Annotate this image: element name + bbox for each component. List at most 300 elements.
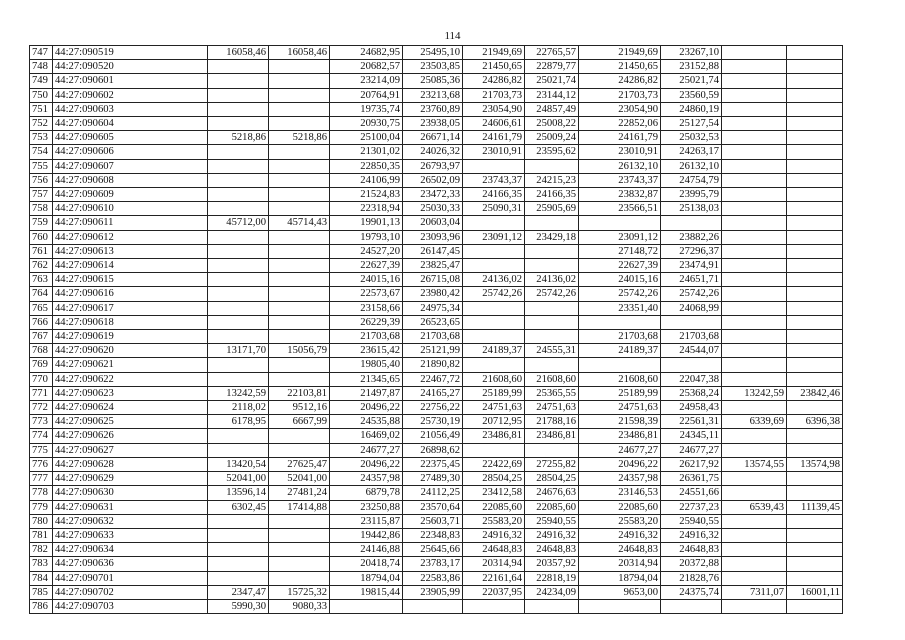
cell-value-7	[579, 216, 661, 230]
cell-value-2: 9080,33	[269, 599, 330, 613]
cell-value-6	[525, 259, 579, 273]
cell-value-4: 25645,66	[403, 543, 463, 557]
cell-row-number: 776	[30, 457, 53, 471]
cell-cadastral-number: 44:27:090628	[53, 457, 208, 471]
cell-row-number: 786	[30, 599, 53, 613]
cell-value-1: 6302,45	[208, 500, 269, 514]
cell-value-3: 24535,88	[330, 415, 403, 429]
cell-value-4: 23980,42	[403, 287, 463, 301]
cell-value-1: 45712,00	[208, 216, 269, 230]
cell-value-8: 25742,26	[661, 287, 722, 301]
cell-value-6: 25009,24	[525, 131, 579, 145]
cell-row-number: 775	[30, 443, 53, 457]
cell-value-9	[722, 287, 787, 301]
cell-value-4: 26502,09	[403, 173, 463, 187]
cell-value-2: 17414,88	[269, 500, 330, 514]
cell-value-8: 24916,32	[661, 528, 722, 542]
cell-value-4	[403, 599, 463, 613]
cell-value-5	[463, 443, 525, 457]
cell-value-9	[722, 330, 787, 344]
cell-cadastral-number: 44:27:090617	[53, 301, 208, 315]
cell-value-4: 24112,25	[403, 486, 463, 500]
cell-value-4: 25730,19	[403, 415, 463, 429]
cell-value-1	[208, 173, 269, 187]
cell-row-number: 768	[30, 344, 53, 358]
cell-value-10	[787, 145, 843, 159]
cell-value-2: 52041,00	[269, 472, 330, 486]
cell-value-10	[787, 159, 843, 173]
cell-value-9	[722, 315, 787, 329]
cell-value-1	[208, 557, 269, 571]
cell-value-3: 23158,66	[330, 301, 403, 315]
cell-value-7: 18794,04	[579, 571, 661, 585]
cell-value-8: 24958,43	[661, 401, 722, 415]
table-row	[30, 486, 843, 500]
table-row	[30, 202, 843, 216]
cell-value-1	[208, 188, 269, 202]
cell-value-2: 15056,79	[269, 344, 330, 358]
cell-value-4: 26523,65	[403, 315, 463, 329]
cell-value-5: 21949,69	[463, 46, 525, 60]
cell-value-8	[661, 599, 722, 613]
cell-value-7: 9653,00	[579, 585, 661, 599]
table-row	[30, 117, 843, 131]
table-row	[30, 330, 843, 344]
cell-value-3: 19442,86	[330, 528, 403, 542]
cell-value-4: 22348,83	[403, 528, 463, 542]
cell-value-9	[722, 372, 787, 386]
cell-value-3: 20764,91	[330, 88, 403, 102]
cell-value-8: 25032,53	[661, 131, 722, 145]
cell-cadastral-number: 44:27:090603	[53, 102, 208, 116]
cell-value-1: 5990,30	[208, 599, 269, 613]
cell-value-6: 23486,81	[525, 429, 579, 443]
cell-value-6: 24215,23	[525, 173, 579, 187]
cell-value-9: 6339,69	[722, 415, 787, 429]
cell-value-1	[208, 514, 269, 528]
cell-value-5: 25583,20	[463, 514, 525, 528]
cell-cadastral-number: 44:27:090612	[53, 230, 208, 244]
cell-value-2	[269, 145, 330, 159]
cell-value-6	[525, 244, 579, 258]
table-row	[30, 528, 843, 542]
cell-value-9	[722, 571, 787, 585]
cell-value-1	[208, 273, 269, 287]
cell-value-4: 24165,27	[403, 386, 463, 400]
cell-row-number: 755	[30, 159, 53, 173]
cell-value-3: 19735,74	[330, 102, 403, 116]
cell-value-1: 2118,02	[208, 401, 269, 415]
cell-value-8: 25138,03	[661, 202, 722, 216]
cell-value-7: 21450,65	[579, 60, 661, 74]
cell-value-1: 5218,86	[208, 131, 269, 145]
cell-value-3: 21524,83	[330, 188, 403, 202]
cell-value-3: 22318,94	[330, 202, 403, 216]
cell-row-number: 753	[30, 131, 53, 145]
cell-value-5: 22422,69	[463, 457, 525, 471]
cell-cadastral-number: 44:27:090519	[53, 46, 208, 60]
cell-value-8: 23474,91	[661, 259, 722, 273]
cell-value-4: 26793,97	[403, 159, 463, 173]
cell-value-5	[463, 216, 525, 230]
cell-value-3: 24015,16	[330, 273, 403, 287]
cell-value-6: 20357,92	[525, 557, 579, 571]
cell-value-4: 22375,45	[403, 457, 463, 471]
cell-value-5: 25742,26	[463, 287, 525, 301]
registry-table	[29, 45, 843, 614]
table-row	[30, 358, 843, 372]
cell-value-8: 23152,88	[661, 60, 722, 74]
cell-row-number: 748	[30, 60, 53, 74]
table-row	[30, 443, 843, 457]
cell-value-8: 21703,68	[661, 330, 722, 344]
cell-value-3: 19805,40	[330, 358, 403, 372]
cell-value-6: 25940,55	[525, 514, 579, 528]
registry-table-body	[30, 46, 843, 614]
cell-value-2	[269, 259, 330, 273]
cell-value-5: 21703,73	[463, 88, 525, 102]
cell-value-4: 26715,08	[403, 273, 463, 287]
cell-value-1	[208, 543, 269, 557]
cell-value-10: 16001,11	[787, 585, 843, 599]
cell-value-3	[330, 599, 403, 613]
cell-value-5: 23486,81	[463, 429, 525, 443]
cell-value-9	[722, 88, 787, 102]
cell-value-6	[525, 358, 579, 372]
cell-cadastral-number: 44:27:090604	[53, 117, 208, 131]
cell-value-7: 23351,40	[579, 301, 661, 315]
cell-value-6	[525, 599, 579, 613]
cell-value-9	[722, 216, 787, 230]
cell-value-7: 23566,51	[579, 202, 661, 216]
cell-row-number: 751	[30, 102, 53, 116]
cell-value-5	[463, 301, 525, 315]
cell-value-8: 24754,79	[661, 173, 722, 187]
table-row	[30, 500, 843, 514]
cell-value-7: 24161,79	[579, 131, 661, 145]
cell-cadastral-number: 44:27:090622	[53, 372, 208, 386]
table-row	[30, 46, 843, 60]
cell-cadastral-number: 44:27:090636	[53, 557, 208, 571]
cell-value-8: 25940,55	[661, 514, 722, 528]
cell-value-10	[787, 301, 843, 315]
cell-value-6: 27255,82	[525, 457, 579, 471]
cell-value-9	[722, 145, 787, 159]
table-row	[30, 60, 843, 74]
cell-value-6: 22765,57	[525, 46, 579, 60]
cell-value-2	[269, 102, 330, 116]
cell-value-8: 24551,66	[661, 486, 722, 500]
cell-value-5: 28504,25	[463, 472, 525, 486]
cell-value-6: 24648,83	[525, 543, 579, 557]
cell-value-3: 20930,75	[330, 117, 403, 131]
cell-row-number: 749	[30, 74, 53, 88]
cell-value-9	[722, 131, 787, 145]
cell-value-8: 23882,26	[661, 230, 722, 244]
cell-value-5: 20314,94	[463, 557, 525, 571]
cell-value-6: 22818,19	[525, 571, 579, 585]
cell-value-5: 24161,79	[463, 131, 525, 145]
cell-value-7	[579, 599, 661, 613]
cell-value-7: 23054,90	[579, 102, 661, 116]
cell-value-8: 24068,99	[661, 301, 722, 315]
cell-value-10	[787, 46, 843, 60]
cell-value-10	[787, 273, 843, 287]
cell-row-number: 774	[30, 429, 53, 443]
cell-row-number: 752	[30, 117, 53, 131]
cell-value-10	[787, 443, 843, 457]
cell-value-7: 22852,06	[579, 117, 661, 131]
cell-value-10	[787, 287, 843, 301]
cell-cadastral-number: 44:27:090607	[53, 159, 208, 173]
cell-value-6: 25008,22	[525, 117, 579, 131]
cell-value-10: 6396,38	[787, 415, 843, 429]
table-row	[30, 173, 843, 187]
cell-value-7	[579, 358, 661, 372]
cell-row-number: 781	[30, 528, 53, 542]
cell-value-1: 2347,47	[208, 585, 269, 599]
table-row	[30, 472, 843, 486]
cell-cadastral-number: 44:27:090602	[53, 88, 208, 102]
cell-value-8: 23995,79	[661, 188, 722, 202]
cell-value-8: 22561,31	[661, 415, 722, 429]
cell-value-10	[787, 528, 843, 542]
cell-value-1: 13242,59	[208, 386, 269, 400]
cell-value-4: 23093,96	[403, 230, 463, 244]
cell-value-10	[787, 117, 843, 131]
cell-value-1	[208, 202, 269, 216]
table-row	[30, 401, 843, 415]
cell-value-5: 24751,63	[463, 401, 525, 415]
cell-value-7: 23743,37	[579, 173, 661, 187]
cell-value-7: 22085,60	[579, 500, 661, 514]
table-row	[30, 273, 843, 287]
cell-value-6: 21788,16	[525, 415, 579, 429]
cell-value-8: 25021,74	[661, 74, 722, 88]
cell-value-7: 24189,37	[579, 344, 661, 358]
cell-value-2: 15725,32	[269, 585, 330, 599]
cell-value-3: 23115,87	[330, 514, 403, 528]
cell-value-7: 24015,16	[579, 273, 661, 287]
cell-value-3: 24106,99	[330, 173, 403, 187]
cell-value-10	[787, 244, 843, 258]
cell-value-5: 24189,37	[463, 344, 525, 358]
cell-value-5	[463, 358, 525, 372]
cell-value-7: 25189,99	[579, 386, 661, 400]
cell-value-3: 6879,78	[330, 486, 403, 500]
cell-row-number: 756	[30, 173, 53, 187]
cell-value-2: 16058,46	[269, 46, 330, 60]
cell-value-1	[208, 330, 269, 344]
page-number: 114	[444, 30, 461, 42]
cell-value-10	[787, 216, 843, 230]
cell-value-1	[208, 372, 269, 386]
cell-value-3: 26229,39	[330, 315, 403, 329]
cell-value-3: 19901,13	[330, 216, 403, 230]
cell-value-6: 24234,09	[525, 585, 579, 599]
cell-value-4: 20603,04	[403, 216, 463, 230]
table-row	[30, 230, 843, 244]
cell-value-4: 27489,30	[403, 472, 463, 486]
table-row	[30, 74, 843, 88]
cell-value-4: 24975,34	[403, 301, 463, 315]
cell-value-9	[722, 188, 787, 202]
cell-value-8: 26361,75	[661, 472, 722, 486]
cell-value-9	[722, 472, 787, 486]
cell-value-3: 24357,98	[330, 472, 403, 486]
cell-cadastral-number: 44:27:090613	[53, 244, 208, 258]
cell-value-5: 23091,12	[463, 230, 525, 244]
cell-value-10	[787, 188, 843, 202]
cell-row-number: 766	[30, 315, 53, 329]
cell-value-2	[269, 301, 330, 315]
cell-value-8: 24648,83	[661, 543, 722, 557]
cell-row-number: 761	[30, 244, 53, 258]
cell-value-3: 20496,22	[330, 401, 403, 415]
cell-value-1	[208, 244, 269, 258]
cell-cadastral-number: 44:27:090702	[53, 585, 208, 599]
cell-value-1	[208, 429, 269, 443]
cell-value-10	[787, 315, 843, 329]
cell-value-6	[525, 159, 579, 173]
cell-value-9	[722, 358, 787, 372]
cell-value-2	[269, 202, 330, 216]
cell-value-2	[269, 188, 330, 202]
cell-value-10	[787, 74, 843, 88]
cell-row-number: 764	[30, 287, 53, 301]
cell-value-2: 27481,24	[269, 486, 330, 500]
cell-value-8: 22737,23	[661, 500, 722, 514]
cell-value-3: 20418,74	[330, 557, 403, 571]
cell-value-5	[463, 315, 525, 329]
cell-value-9	[722, 528, 787, 542]
table-row	[30, 259, 843, 273]
cell-value-5: 24136,02	[463, 273, 525, 287]
cell-row-number: 773	[30, 415, 53, 429]
cell-value-1	[208, 230, 269, 244]
cell-row-number: 757	[30, 188, 53, 202]
cell-value-1	[208, 74, 269, 88]
cell-value-2: 6667,99	[269, 415, 330, 429]
cell-value-4: 24026,32	[403, 145, 463, 159]
cell-value-4: 25603,71	[403, 514, 463, 528]
cell-value-10	[787, 330, 843, 344]
cell-row-number: 758	[30, 202, 53, 216]
cell-row-number: 762	[30, 259, 53, 273]
cell-row-number: 783	[30, 557, 53, 571]
cell-value-6: 24166,35	[525, 188, 579, 202]
cell-value-10	[787, 429, 843, 443]
cell-value-8: 24651,71	[661, 273, 722, 287]
cell-value-5: 25189,99	[463, 386, 525, 400]
cell-value-7: 20314,94	[579, 557, 661, 571]
cell-value-1	[208, 315, 269, 329]
table-row	[30, 415, 843, 429]
cell-value-9: 6539,43	[722, 500, 787, 514]
cell-value-9	[722, 543, 787, 557]
cell-value-3: 23250,88	[330, 500, 403, 514]
cell-value-8	[661, 216, 722, 230]
cell-value-4: 23760,89	[403, 102, 463, 116]
cell-cadastral-number: 44:27:090634	[53, 543, 208, 557]
cell-cadastral-number: 44:27:090625	[53, 415, 208, 429]
cell-value-7	[579, 315, 661, 329]
cell-value-4: 22583,86	[403, 571, 463, 585]
cell-row-number: 778	[30, 486, 53, 500]
cell-value-3: 19793,10	[330, 230, 403, 244]
cell-value-6: 22085,60	[525, 500, 579, 514]
cell-value-7: 27148,72	[579, 244, 661, 258]
cell-value-1: 13596,14	[208, 486, 269, 500]
cell-row-number: 785	[30, 585, 53, 599]
cell-value-7: 24286,82	[579, 74, 661, 88]
cell-cadastral-number: 44:27:090614	[53, 259, 208, 273]
cell-value-4: 25085,36	[403, 74, 463, 88]
cell-value-7: 23832,87	[579, 188, 661, 202]
cell-value-8: 27296,37	[661, 244, 722, 258]
cell-value-10	[787, 344, 843, 358]
cell-value-7: 25742,26	[579, 287, 661, 301]
table-row	[30, 131, 843, 145]
cell-value-6	[525, 443, 579, 457]
cell-value-9: 7311,07	[722, 585, 787, 599]
cell-cadastral-number: 44:27:090632	[53, 514, 208, 528]
cell-cadastral-number: 44:27:090703	[53, 599, 208, 613]
cell-row-number: 769	[30, 358, 53, 372]
table-row	[30, 159, 843, 173]
cell-value-9	[722, 60, 787, 74]
cell-value-3: 21345,65	[330, 372, 403, 386]
cell-value-7: 21703,73	[579, 88, 661, 102]
cell-value-9	[722, 244, 787, 258]
cell-value-9	[722, 443, 787, 457]
cell-value-2	[269, 117, 330, 131]
cell-value-8: 24263,17	[661, 145, 722, 159]
table-row	[30, 145, 843, 159]
cell-value-1	[208, 443, 269, 457]
cell-value-2	[269, 74, 330, 88]
cell-value-1	[208, 301, 269, 315]
cell-value-6: 25742,26	[525, 287, 579, 301]
cell-value-9	[722, 159, 787, 173]
cell-value-1: 16058,46	[208, 46, 269, 60]
cell-value-8: 21828,76	[661, 571, 722, 585]
cell-row-number: 770	[30, 372, 53, 386]
cell-value-7: 25583,20	[579, 514, 661, 528]
table-row	[30, 287, 843, 301]
cell-row-number: 747	[30, 46, 53, 60]
cell-value-9	[722, 102, 787, 116]
cell-value-7: 24357,98	[579, 472, 661, 486]
cell-value-3: 19815,44	[330, 585, 403, 599]
cell-value-4: 23905,99	[403, 585, 463, 599]
cell-value-6: 22879,77	[525, 60, 579, 74]
cell-value-1	[208, 88, 269, 102]
cell-value-6	[525, 315, 579, 329]
cell-cadastral-number: 44:27:090701	[53, 571, 208, 585]
cell-value-2	[269, 443, 330, 457]
table-row	[30, 372, 843, 386]
cell-value-5	[463, 159, 525, 173]
cell-cadastral-number: 44:27:090626	[53, 429, 208, 443]
cell-value-3: 24146,88	[330, 543, 403, 557]
cell-value-3: 20682,57	[330, 60, 403, 74]
cell-value-6: 24676,63	[525, 486, 579, 500]
cell-value-10	[787, 401, 843, 415]
cell-value-1: 13420,54	[208, 457, 269, 471]
cell-value-5: 24286,82	[463, 74, 525, 88]
cell-value-5	[463, 330, 525, 344]
